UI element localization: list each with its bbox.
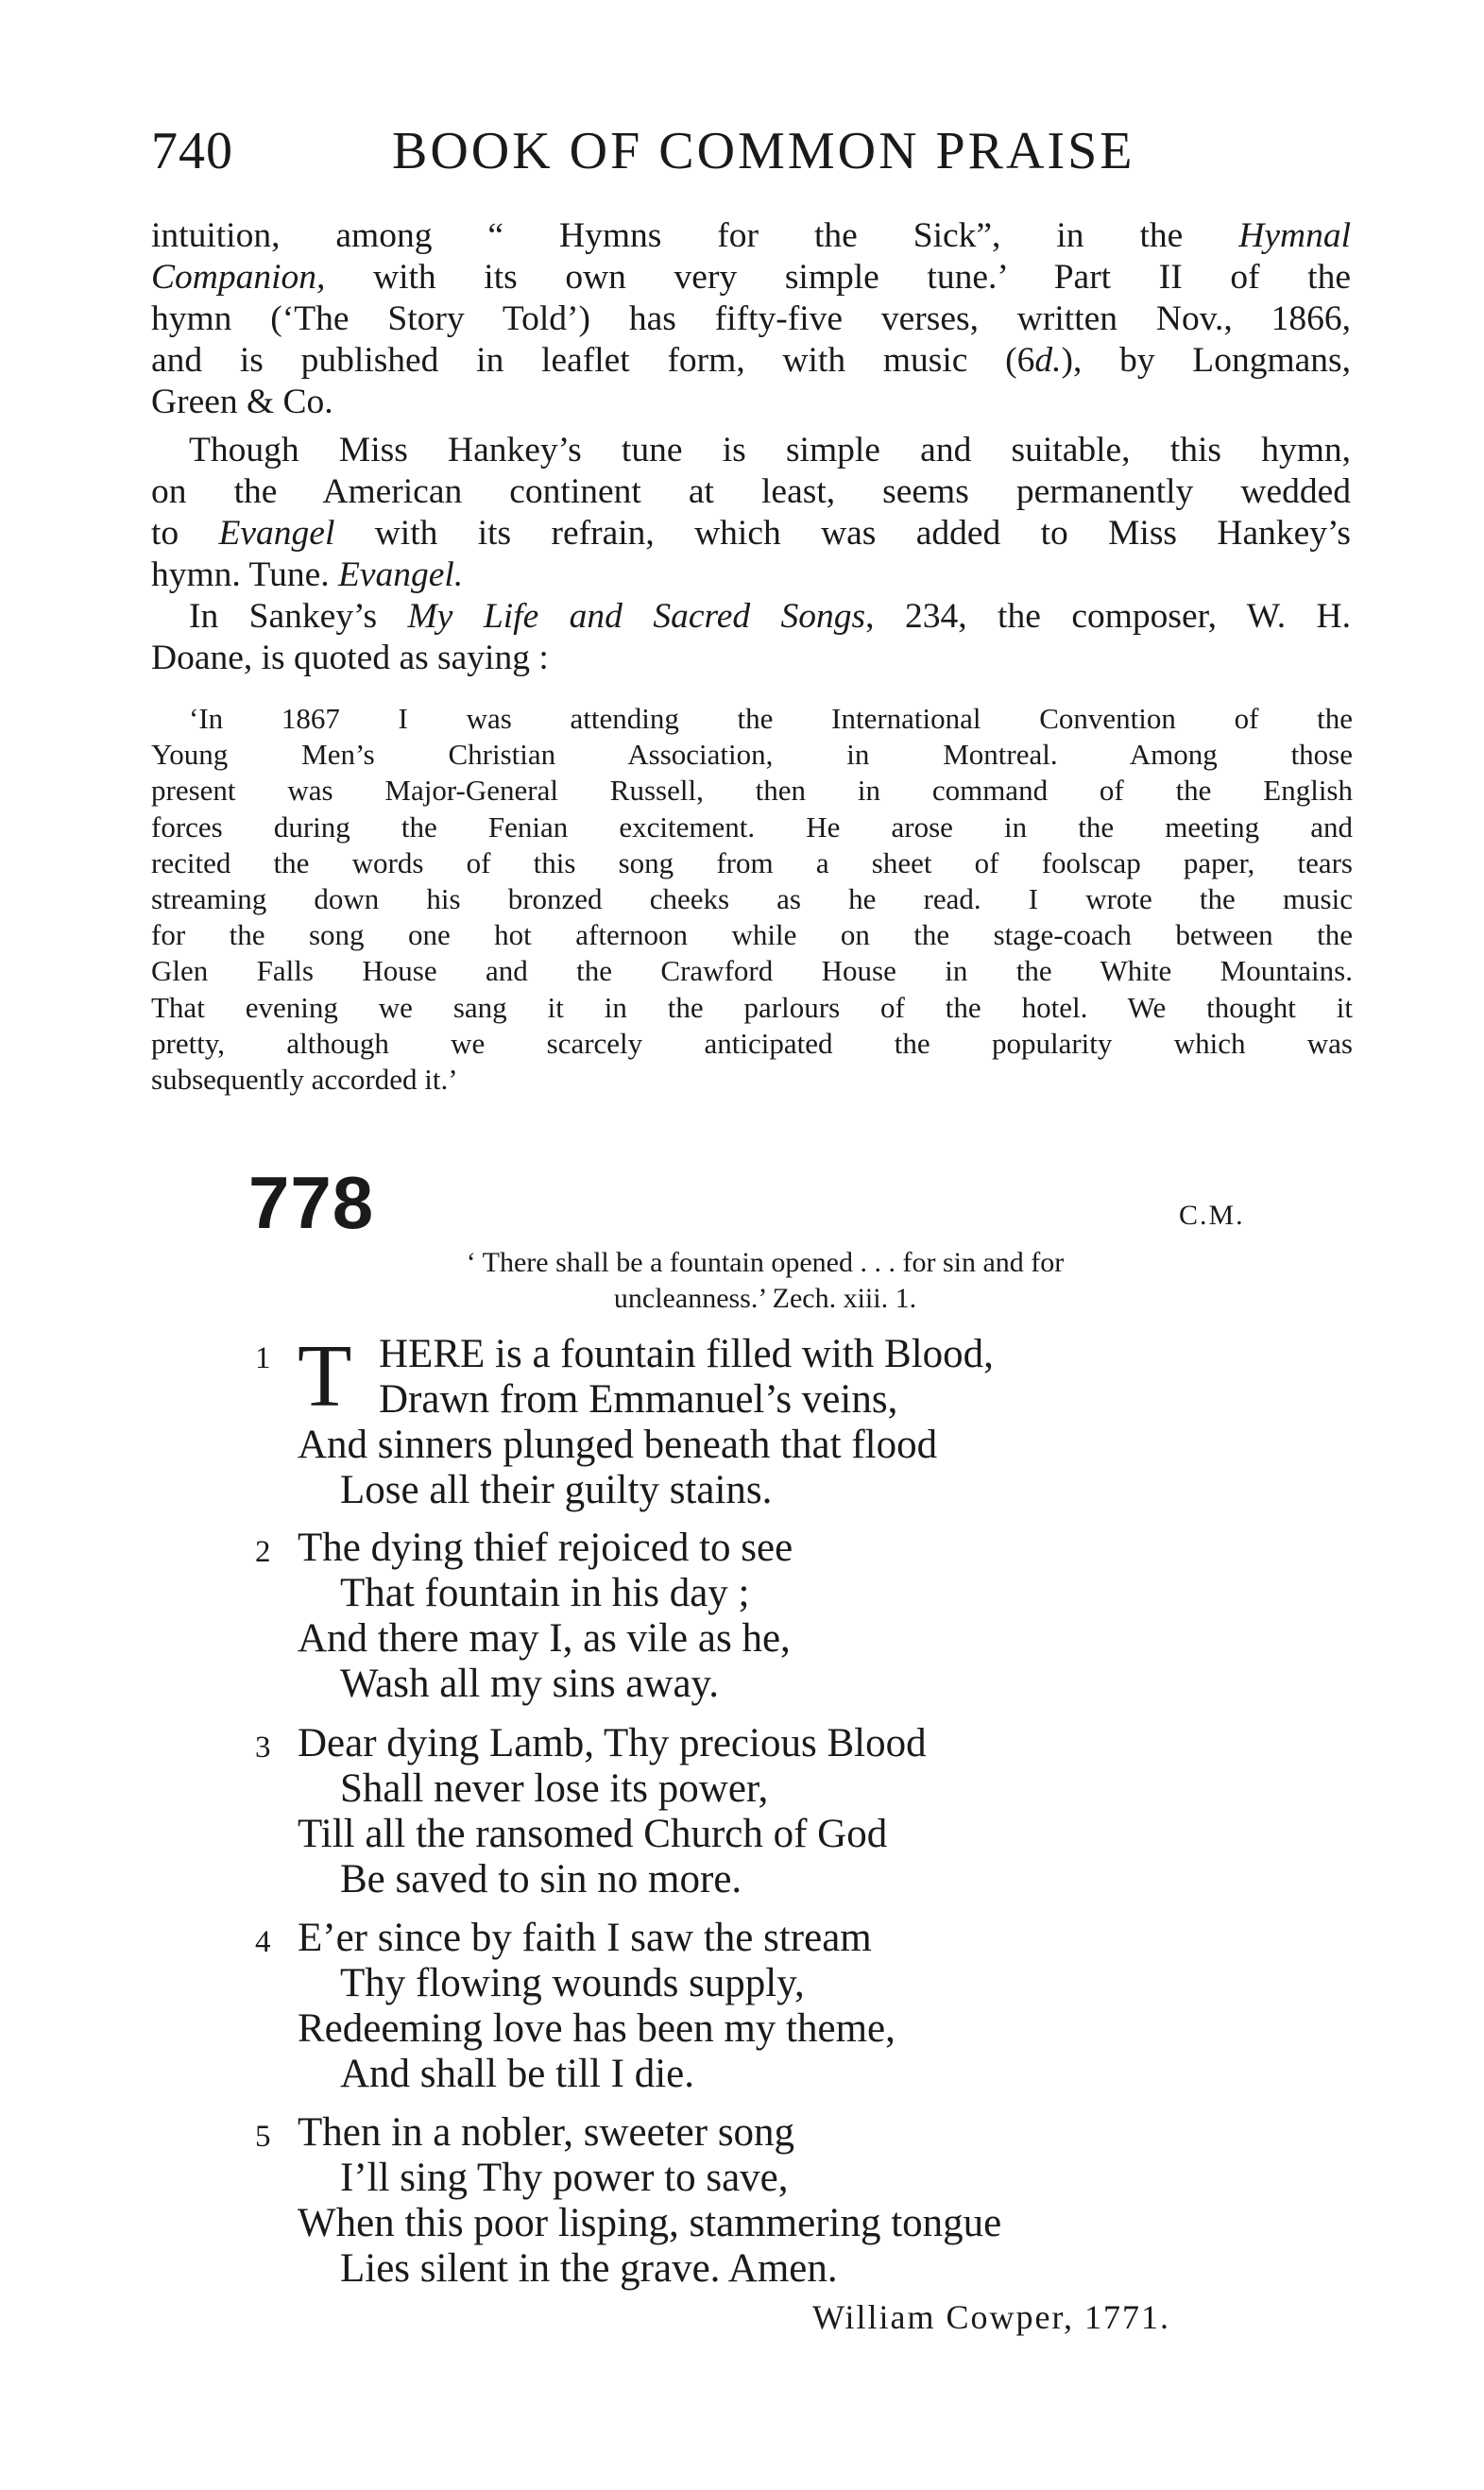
- text-line: hymn (‘The Story Told’) has fifty-five verses, written Nov., 1866,: [151, 299, 1351, 338]
- verse-1: [255, 1327, 1294, 1513]
- verse-line: Be saved to sin no more.: [340, 1857, 742, 1902]
- page-number: 740: [151, 122, 233, 180]
- verse-line: Drawn from Emmanuel’s veins,: [379, 1377, 898, 1422]
- verse-line: Wash all my sins away.: [340, 1662, 719, 1706]
- quote-line: Young Men’s Christian Association, in Montreal. Among those: [151, 738, 1353, 772]
- text-line: hymn. Tune. Evangel.: [151, 555, 464, 594]
- verse-4: [255, 1916, 1294, 2097]
- text-line: to Evangel with its refrain, which was added to Miss Hankey’s: [151, 514, 1351, 553]
- quote-line: subsequently accorded it.’: [151, 1063, 458, 1097]
- verse-number: 2: [255, 1535, 271, 1569]
- quote-line: ‘In 1867 I was attending the International Convention of the: [189, 702, 1353, 735]
- paragraph-tune-note: [151, 430, 1351, 596]
- hymn-author: William Cowper, 1771.: [812, 2298, 1171, 2336]
- verse-number: 4: [255, 1925, 271, 1959]
- verse-3: [255, 1721, 1294, 1902]
- verse-number: 1: [255, 1341, 271, 1375]
- quote-line: forces during the Fenian excitement. He arose in the meeting and: [151, 810, 1353, 844]
- paragraph-sankey: [151, 596, 1351, 679]
- quote-line: That evening we sang it in the parlours of the hotel. We thought it: [151, 990, 1353, 1024]
- verse-line: Redeeming love has been my theme,: [298, 2006, 896, 2051]
- verse-line: Till all the ransomed Church of God: [298, 1812, 888, 1856]
- verse-number: 5: [255, 2120, 271, 2154]
- text-line: Green & Co.: [151, 383, 333, 421]
- text-line: Companion, with its own very simple tune.’ Part II of the: [151, 258, 1351, 297]
- running-head: BOOK OF COMMON PRAISE: [392, 122, 1135, 180]
- verse-line: Then in a nobler, sweeter song: [298, 2110, 795, 2155]
- epigraph-line: uncleanness.’ Zech. xiii. 1.: [613, 1283, 917, 1314]
- verse-line: And sinners plunged beneath that flood: [298, 1423, 938, 1467]
- verse-5: [255, 2110, 1294, 2292]
- page-header: [151, 113, 1341, 189]
- quote-line: pretty, although we scarcely anticipated the popularity which was: [151, 1026, 1353, 1060]
- epigraph-line: ‘ There shall be a fountain opened . . . for sin and for: [466, 1247, 1065, 1278]
- hymn-epigraph: [312, 1245, 1219, 1317]
- verse-line: HERE is a fountain filled with Blood,: [379, 1332, 994, 1376]
- verse-line: Dear dying Lamb, Thy precious Blood: [298, 1721, 927, 1765]
- hymn-meter: C.M.: [1179, 1200, 1245, 1231]
- text-line: In Sankey’s My Life and Sacred Songs, 234, the composer, W. H.: [189, 597, 1351, 636]
- hymn-number: 778: [248, 1161, 375, 1244]
- verse-line: Thy flowing wounds supply,: [340, 1961, 805, 2005]
- text-line: intuition, among “ Hymns for the Sick”, in the Hymnal: [151, 216, 1351, 255]
- quote-line: for the song one hot afternoon while on the stage-coach between the: [151, 918, 1353, 952]
- verse-line: That fountain in his day ;: [340, 1571, 750, 1615]
- verse-line: Lies silent in the grave. Amen.: [340, 2246, 838, 2291]
- drop-cap: T: [298, 1327, 352, 1425]
- verse-line: And there may I, as vile as he,: [298, 1616, 791, 1661]
- verse-line: Lose all their guilty stains.: [340, 1468, 773, 1512]
- verse-line: I’ll sing Thy power to save,: [340, 2156, 789, 2200]
- verse-number: 3: [255, 1731, 271, 1765]
- verse-line: The dying thief rejoiced to see: [298, 1526, 793, 1570]
- text-line: Though Miss Hankey’s tune is simple and suitable, this hymn,: [189, 431, 1351, 469]
- quote-line: recited the words of this song from a sheet of foolscap paper, tears: [151, 845, 1353, 879]
- verse-line: When this poor lisping, stammering tongue: [298, 2201, 1002, 2245]
- quote-line: Glen Falls House and the Crawford House in the White Mountains.: [151, 954, 1353, 988]
- text-line: on the American continent at least, seems permanently wedded: [151, 472, 1351, 511]
- verse-2: [255, 1526, 1294, 1707]
- verse-line: And shall be till I die.: [340, 2052, 694, 2096]
- paragraph-hymns-for-the-sick: [151, 215, 1351, 423]
- text-line: and is published in leaflet form, with music (6d.), by Longmans,: [151, 341, 1351, 380]
- quote-line: streaming down his bronzed cheeks as he read. I wrote the music: [151, 882, 1353, 916]
- verse-line: E’er since by faith I saw the stream: [298, 1916, 872, 1960]
- quote-line: present was Major-General Russell, then in command of the English: [151, 774, 1353, 808]
- doane-quotation: [151, 701, 1353, 1098]
- text-line: Doane, is quoted as saying :: [151, 639, 549, 677]
- verse-line: Shall never lose its power,: [340, 1766, 769, 1811]
